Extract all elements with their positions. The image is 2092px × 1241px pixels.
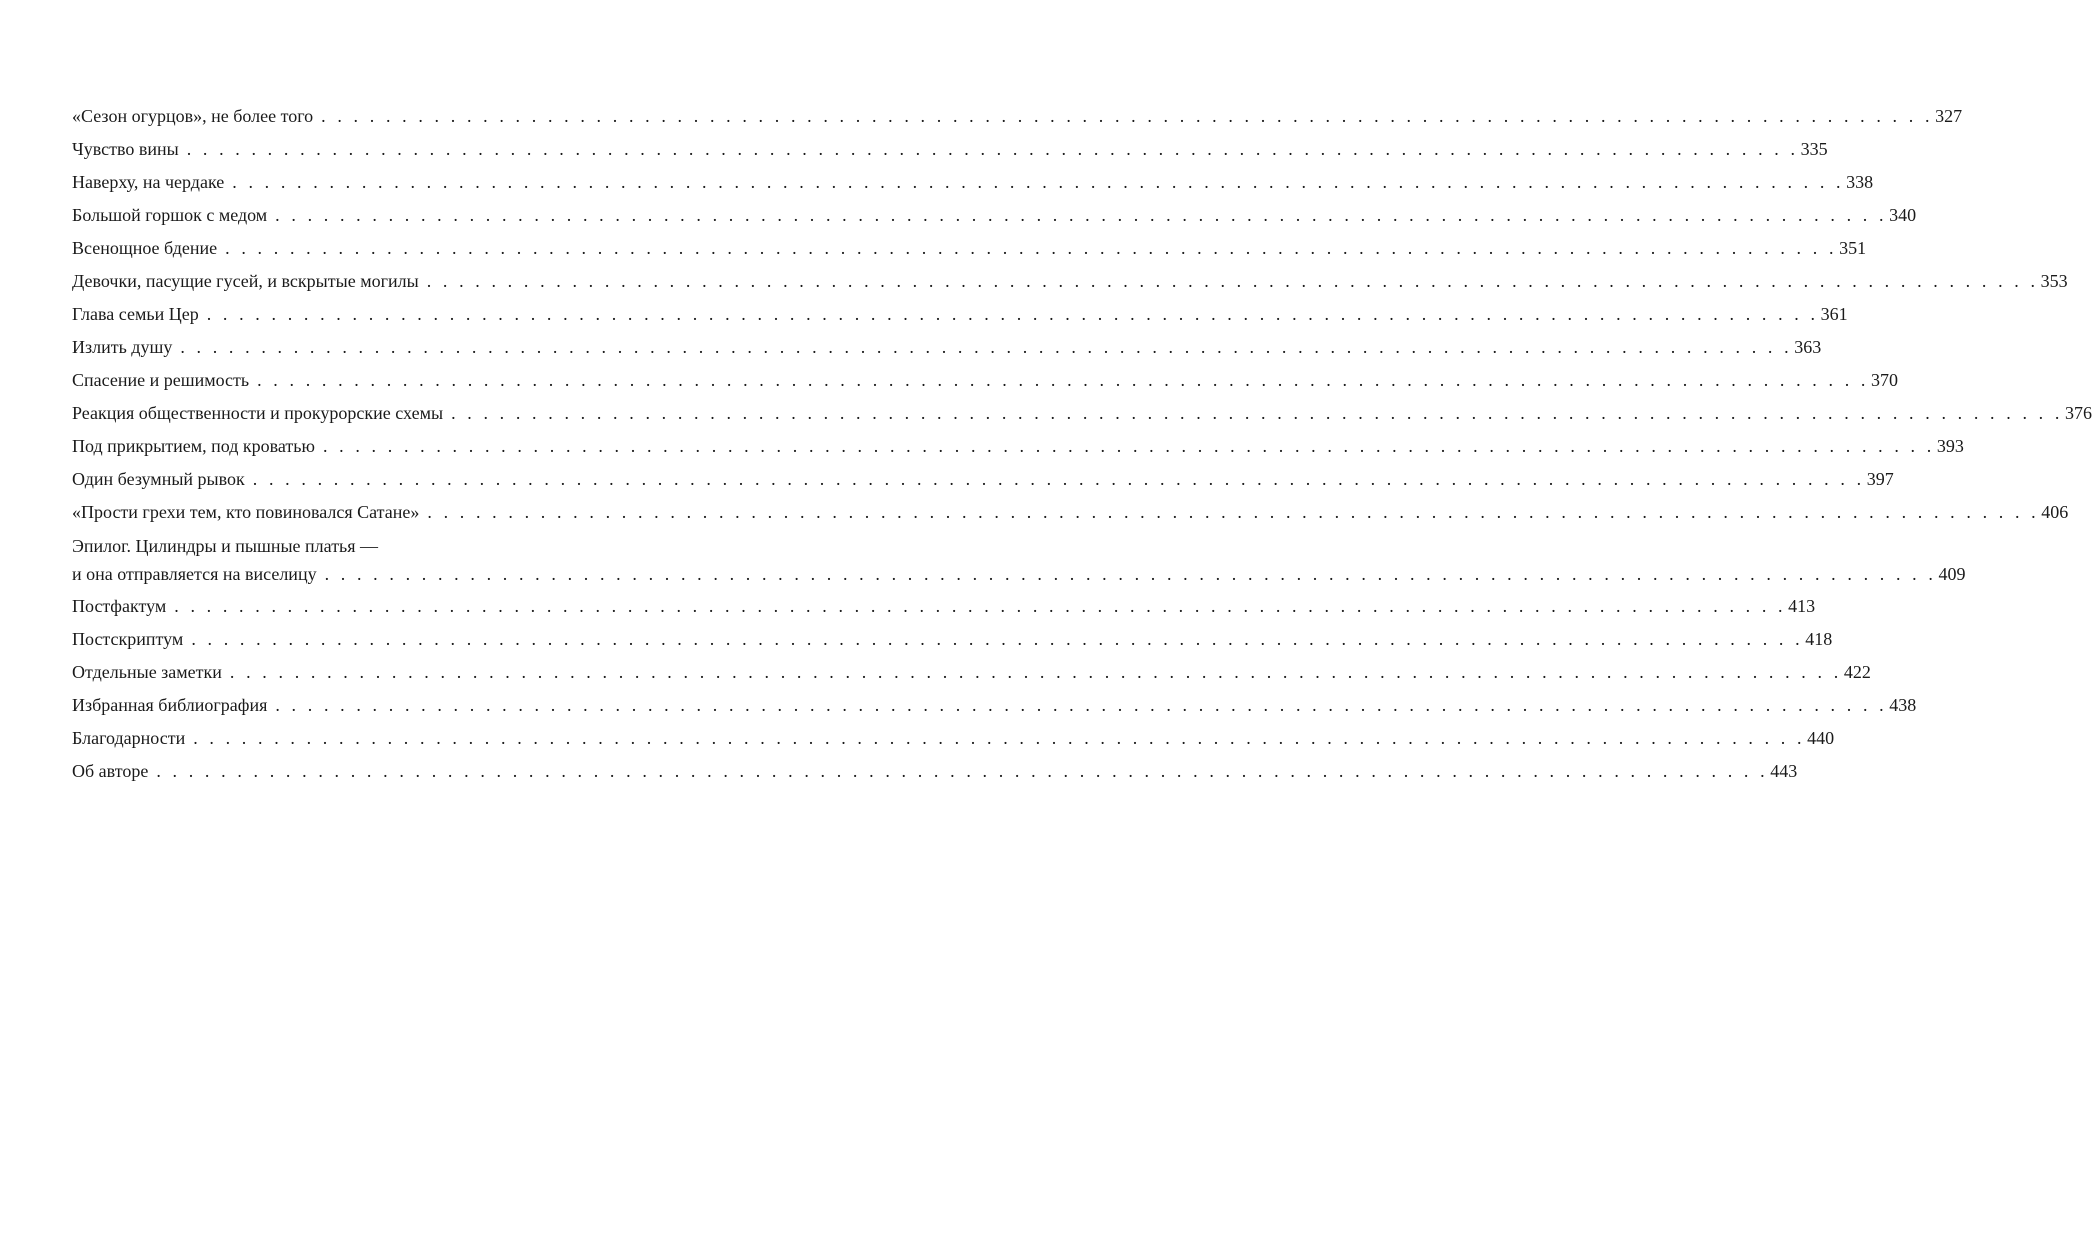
dot-leader: . . . . . . . . . . . . . . . . . . . . . . . . . . . . . . . . . . . . . . . . . . . . . . . . . . . . . . . . . . . . . . . . . . . . . . . . . . . . . . . . . . . . . . . . . . . . . . . . . . . . xyxy=(252,469,1865,489)
dot-leader: . . . . . . . . . . . . . . . . . . . . . . . . . . . . . . . . . . . . . . . . . . . . . . . . . . . . . . . . . . . . . . . . . . . . . . . . . . . . . . . . . . . . . . . . . . . . . . . . . . . . xyxy=(156,761,1769,781)
toc-entry-title: Постскриптум xyxy=(72,629,184,649)
toc-entry xyxy=(72,298,1848,331)
toc-entry-page: 443 xyxy=(1770,761,1798,781)
toc-entry xyxy=(72,397,2092,430)
toc-entry xyxy=(72,265,2068,298)
dot-leader: . . . . . . . . . . . . . . . . . . . . . . . . . . . . . . . . . . . . . . . . . . . . . . . . . . . . . . . . . . . . . . . . . . . . . . . . . . . . . . . . . . . . . . . . . . . . . . . . . . . . xyxy=(180,337,1793,357)
toc-entry-title: Всенощное бдение xyxy=(72,238,218,258)
toc-entry-title: Девочки, пасущие гусей, и вскрытые могилы xyxy=(72,271,419,291)
toc-entry-title-line-1: Эпилог. Цилиндры и пышные платья — xyxy=(72,536,379,556)
toc-entry-epilogue xyxy=(72,532,1966,588)
dot-leader: . . . . . . . . . . . . . . . . . . . . . . . . . . . . . . . . . . . . . . . . . . . . . . . . . . . . . . . . . . . . . . . . . . . . . . . . . . . . . . . . . . . . . . . . . . . . . . . . . . . . xyxy=(225,238,1838,258)
toc-entry-page: 418 xyxy=(1805,629,1833,649)
toc-entry-page: 327 xyxy=(1935,106,1963,126)
toc-entry xyxy=(72,100,1963,133)
toc-entry-line-2 xyxy=(72,560,1966,588)
toc-entry-title: Об авторе xyxy=(72,761,149,781)
toc-entry xyxy=(72,722,1835,755)
dot-leader: . . . . . . . . . . . . . . . . . . . . . . . . . . . . . . . . . . . . . . . . . . . . . . . . . . . . . . . . . . . . . . . . . . . . . . . . . . . . . . . . . . . . . . . . . . . . . . . . . . . . xyxy=(426,271,2039,291)
toc-entry-page: 370 xyxy=(1871,370,1899,390)
toc-entry-page: 363 xyxy=(1794,337,1822,357)
toc-entry-page: 351 xyxy=(1839,238,1867,258)
table-of-contents xyxy=(72,100,2092,788)
toc-entry-page: 361 xyxy=(1820,304,1848,324)
dot-leader: . . . . . . . . . . . . . . . . . . . . . . . . . . . . . . . . . . . . . . . . . . . . . . . . . . . . . . . . . . . . . . . . . . . . . . . . . . . . . . . . . . . . . . . . . . . . . . . . . . . . xyxy=(193,728,1806,748)
dot-leader: . . . . . . . . . . . . . . . . . . . . . . . . . . . . . . . . . . . . . . . . . . . . . . . . . . . . . . . . . . . . . . . . . . . . . . . . . . . . . . . . . . . . . . . . . . . . . . . . . . . . xyxy=(191,629,1804,649)
dot-leader: . . . . . . . . . . . . . . . . . . . . . . . . . . . . . . . . . . . . . . . . . . . . . . . . . . . . . . . . . . . . . . . . . . . . . . . . . . . . . . . . . . . . . . . . . . . . . . . . . . . . xyxy=(174,596,1787,616)
dot-leader: . . . . . . . . . . . . . . . . . . . . . . . . . . . . . . . . . . . . . . . . . . . . . . . . . . . . . . . . . . . . . . . . . . . . . . . . . . . . . . . . . . . . . . . . . . . . . . . . . . . . xyxy=(275,695,1888,715)
toc-entry xyxy=(72,463,1894,496)
toc-entry-title: Избранная библиография xyxy=(72,695,268,715)
toc-entry-title: Отдельные заметки xyxy=(72,662,222,682)
toc-entry-title: Реакция общественности и прокурорские схемы xyxy=(72,403,444,423)
toc-entry xyxy=(72,656,1871,689)
toc-entry-page: 393 xyxy=(1936,436,1964,456)
dot-leader: . . . . . . . . . . . . . . . . . . . . . . . . . . . . . . . . . . . . . . . . . . . . . . . . . . . . . . . . . . . . . . . . . . . . . . . . . . . . . . . . . . . . . . . . . . . . . . . . . . . . xyxy=(232,172,1845,192)
toc-entry xyxy=(72,430,1964,463)
toc-entry-page: 440 xyxy=(1807,728,1835,748)
toc-entry-title: «Сезон огурцов», не более того xyxy=(72,106,314,126)
toc-entry xyxy=(72,232,1867,265)
toc-entry xyxy=(72,133,1828,166)
toc-entry-page: 397 xyxy=(1866,469,1894,489)
dot-leader: . . . . . . . . . . . . . . . . . . . . . . . . . . . . . . . . . . . . . . . . . . . . . . . . . . . . . . . . . . . . . . . . . . . . . . . . . . . . . . . . . . . . . . . . . . . . . . . . . . . . xyxy=(275,205,1888,225)
toc-entry-title: Излить душу xyxy=(72,337,173,357)
toc-entry-page: 353 xyxy=(2040,271,2068,291)
dot-leader: . . . . . . . . . . . . . . . . . . . . . . . . . . . . . . . . . . . . . . . . . . . . . . . . . . . . . . . . . . . . . . . . . . . . . . . . . . . . . . . . . . . . . . . . . . . . . . . . . . . . xyxy=(321,106,1934,126)
toc-entry-title: Большой горшок с медом xyxy=(72,205,268,225)
toc-entry-title: Чувство вины xyxy=(72,139,179,159)
toc-entry xyxy=(72,689,1917,722)
dot-leader: . . . . . . . . . . . . . . . . . . . . . . . . . . . . . . . . . . . . . . . . . . . . . . . . . . . . . . . . . . . . . . . . . . . . . . . . . . . . . . . . . . . . . . . . . . . . . . . . . . . . xyxy=(206,304,1819,324)
toc-entry-page: 340 xyxy=(1889,205,1917,225)
dot-leader: . . . . . . . . . . . . . . . . . . . . . . . . . . . . . . . . . . . . . . . . . . . . . . . . . . . . . . . . . . . . . . . . . . . . . . . . . . . . . . . . . . . . . . . . . . . . . . . . . . . . xyxy=(257,370,1870,390)
dot-leader: . . . . . . . . . . . . . . . . . . . . . . . . . . . . . . . . . . . . . . . . . . . . . . . . . . . . . . . . . . . . . . . . . . . . . . . . . . . . . . . . . . . . . . . . . . . . . . . . . . . . xyxy=(229,662,1842,682)
dot-leader: . . . . . . . . . . . . . . . . . . . . . . . . . . . . . . . . . . . . . . . . . . . . . . . . . . . . . . . . . . . . . . . . . . . . . . . . . . . . . . . . . . . . . . . . . . . . . . . . . . . . xyxy=(427,502,2040,522)
dot-leader: . . . . . . . . . . . . . . . . . . . . . . . . . . . . . . . . . . . . . . . . . . . . . . . . . . . . . . . . . . . . . . . . . . . . . . . . . . . . . . . . . . . . . . . . . . . . . . . . . . . . xyxy=(322,436,1935,456)
toc-entry xyxy=(72,199,1917,232)
dot-leader: . . . . . . . . . . . . . . . . . . . . . . . . . . . . . . . . . . . . . . . . . . . . . . . . . . . . . . . . . . . . . . . . . . . . . . . . . . . . . . . . . . . . . . . . . . . . . . . . . . . . xyxy=(324,564,1937,584)
toc-entry-title: Глава семьи Цер xyxy=(72,304,199,324)
toc-entry-title: Один безумный рывок xyxy=(72,469,245,489)
toc-entry-title: «Прости грехи тем, кто повиновался Сатане» xyxy=(72,502,420,522)
dot-leader: . . . . . . . . . . . . . . . . . . . . . . . . . . . . . . . . . . . . . . . . . . . . . . . . . . . . . . . . . . . . . . . . . . . . . . . . . . . . . . . . . . . . . . . . . . . . . . . . . . . . xyxy=(451,403,2063,423)
toc-entry-title: Наверху, на чердаке xyxy=(72,172,225,192)
toc-entry-title: Постфактум xyxy=(72,596,167,616)
toc-entry-page: 406 xyxy=(2041,502,2069,522)
toc-entry-page: 409 xyxy=(1938,564,1966,584)
toc-entry xyxy=(72,755,1798,788)
toc-entry-title: Благодарности xyxy=(72,728,186,748)
toc-entry xyxy=(72,166,1874,199)
toc-entry-title: Под прикрытием, под кроватью xyxy=(72,436,315,456)
toc-entry xyxy=(72,623,1833,656)
toc-entry-page: 338 xyxy=(1846,172,1874,192)
toc-entry xyxy=(72,590,1816,623)
toc-entry-page: 335 xyxy=(1800,139,1828,159)
toc-entry xyxy=(72,364,1899,397)
toc-entry-page: 422 xyxy=(1843,662,1871,682)
dot-leader: . . . . . . . . . . . . . . . . . . . . . . . . . . . . . . . . . . . . . . . . . . . . . . . . . . . . . . . . . . . . . . . . . . . . . . . . . . . . . . . . . . . . . . . . . . . . . . . . . . . . xyxy=(186,139,1799,159)
toc-entry-page: 413 xyxy=(1788,596,1816,616)
toc-entry-title: Спасение и решимость xyxy=(72,370,250,390)
toc-entry-title-line-2: и она отправляется на виселицу xyxy=(72,564,317,584)
toc-entry xyxy=(72,331,1822,364)
toc-entry-page: 376 xyxy=(2064,403,2092,423)
toc-entry-page: 438 xyxy=(1889,695,1917,715)
toc-entry xyxy=(72,496,2069,529)
